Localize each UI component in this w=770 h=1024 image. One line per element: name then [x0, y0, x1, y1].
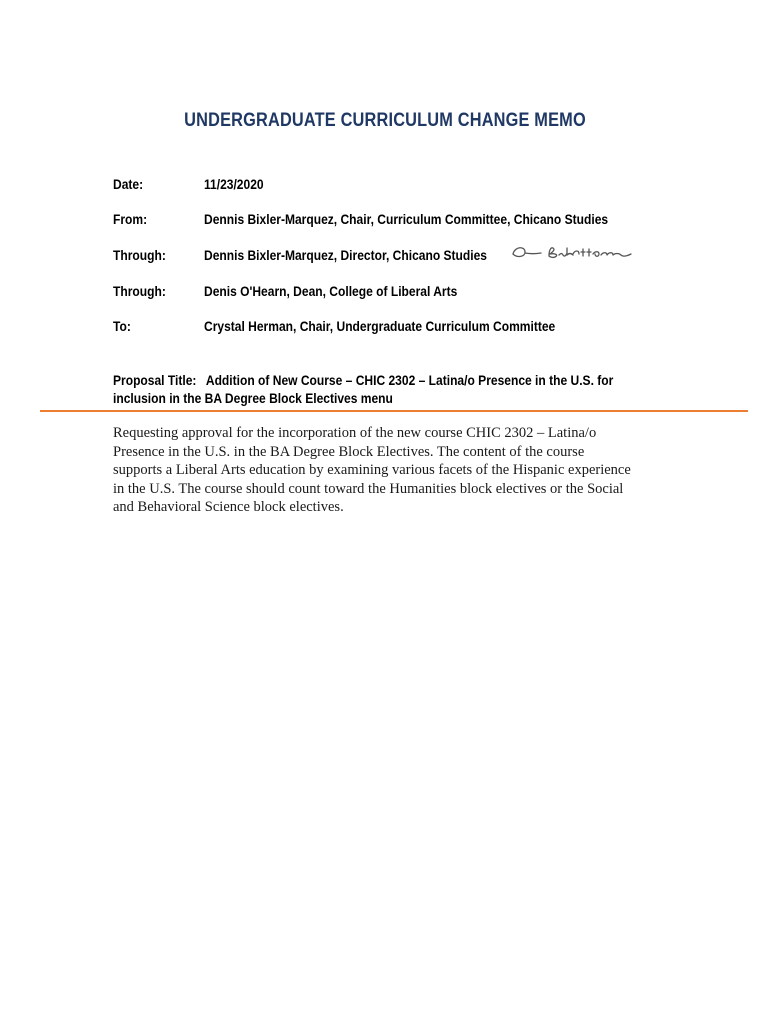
paragraph-line: and Behavioral Science block electives. [113, 499, 344, 515]
proposal-label: Proposal Title: [113, 372, 197, 388]
to-value: Crystal Herman, Chair, Undergraduate Curriculum Committee [204, 318, 556, 334]
paragraph-line: in the U.S. The course should count toward the Humanities block electives or the Social [113, 480, 624, 497]
date-label: Date: [113, 176, 144, 192]
signature-image [509, 242, 637, 264]
to-label: To: [113, 318, 131, 334]
section-divider [40, 410, 748, 412]
through-director-value: Dennis Bixler-Marquez, Director, Chicano Studies [204, 247, 488, 263]
proposal-line-2: inclusion in the BA Degree Block Electives menu [113, 390, 393, 406]
from-label: From: [113, 211, 148, 227]
paragraph-line: supports a Liberal Arts education by examining various facets of the Hispanic experience [113, 462, 631, 478]
through-dean-value: Denis O'Hearn, Dean, College of Liberal Arts [204, 283, 458, 299]
memo-title: UNDERGRADUATE CURRICULUM CHANGE MEMO [184, 110, 586, 131]
proposal-title-block [113, 371, 733, 407]
proposal-title-text: Addition of New Course – CHIC 2302 – Latina/o Presence in the U.S. for [205, 372, 614, 388]
paragraph-line: Requesting approval for the incorporation of the new course CHIC 2302 – Latina/o [113, 425, 597, 441]
date-value: 11/23/2020 [204, 176, 264, 192]
request-paragraph [113, 424, 673, 517]
through-dean-label: Through: [113, 283, 166, 299]
proposal-line-1 [113, 371, 646, 389]
paragraph-line: Presence in the U.S. in the BA Degree Block Electives. The content of the course [113, 443, 585, 460]
through-director-label: Through: [113, 247, 166, 263]
from-value: Dennis Bixler-Marquez, Chair, Curriculum Committee, Chicano Studies [204, 211, 609, 227]
